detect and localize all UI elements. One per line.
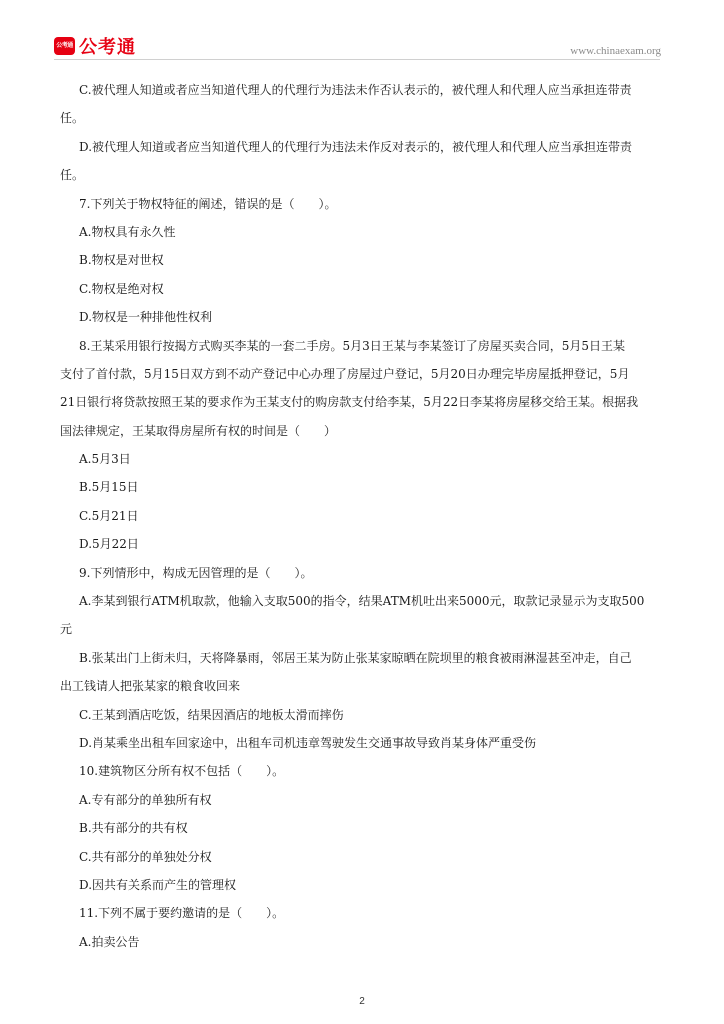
text-line: D.5月22日 <box>79 537 139 552</box>
text-line: A.5月3日 <box>79 452 131 467</box>
document-body <box>60 76 660 956</box>
text-line: 任。 <box>60 168 85 183</box>
text-line: C.被代理人知道或者应当知道代理人的代理行为违法未作否认表示的，被代理人和代理人应当承担连带责 <box>79 83 632 97</box>
text-line: 10.建筑物区分所有权不包括（ ）。 <box>79 764 285 779</box>
text-line: 7.下列关于物权特征的阐述，错误的是（ ）。 <box>79 196 337 211</box>
text-line: 11.下列不属于要约邀请的是（ ）。 <box>79 906 285 921</box>
text-line: B.张某出门上街未归，天将降暴雨，邻居王某为防止张某家晾晒在院坝里的粮食被雨淋湿甚至冲走，自己 <box>79 650 632 665</box>
text-line: D.因共有关系而产生的管理权 <box>79 877 237 892</box>
text-line: D.被代理人知道或者应当知道代理人的代理行为违法未作反对表示的，被代理人和代理人应当承担连带责 <box>79 139 633 154</box>
site-url: www.chinaexam.org <box>570 45 661 57</box>
text-line: B.5月15日 <box>79 480 139 495</box>
page-header <box>0 0 724 62</box>
text-line: 元 <box>60 622 73 637</box>
page-number: 2 <box>359 996 365 1007</box>
text-line: A.物权具有永久性 <box>79 224 176 239</box>
text-line: D.肖某乘坐出租车回家途中，出租车司机违章驾驶发生交通事故导致肖某身体严重受伤 <box>79 735 537 750</box>
text-line: C.王某到酒店吃饭，结果因酒店的地板太滑而摔伤 <box>79 707 344 722</box>
text-line: C.物权是绝对权 <box>79 281 164 296</box>
logo-badge-icon: 公考通 <box>54 37 75 55</box>
text-line: A.专有部分的单独所有权 <box>79 792 212 807</box>
text-line: A.拍卖公告 <box>79 934 140 949</box>
brand-logo <box>54 33 136 59</box>
header-divider <box>54 59 660 60</box>
text-line: D.物权是一种排他性权利 <box>79 310 213 325</box>
text-line: C.5月21日 <box>79 508 139 523</box>
text-line: 9.下列情形中，构成无因管理的是（ ）。 <box>79 565 313 580</box>
text-line: B.物权是对世权 <box>79 253 164 268</box>
text-line: C.共有部分的单独处分权 <box>79 849 212 864</box>
text-line: 21日银行将贷款按照王某的要求作为王某支付的购房款支付给李某，5月22日李某将房屋移交给王某。根据我 <box>60 395 639 410</box>
text-line: 支付了首付款，5月15日双方到不动产登记中心办理了房屋过户登记，5月20日办理完毕房屋抵押登记，5月 <box>60 366 630 381</box>
text-line: 任。 <box>60 111 85 126</box>
text-line: 国法律规定，王某取得房屋所有权的时间是（ ） <box>60 423 337 438</box>
logo-text: 公考通 <box>79 37 136 58</box>
text-line: A.李某到银行ATM机取款，他输入支取500的指令，结果ATM机吐出来5000元，取款记录显示为支取500 <box>79 594 645 609</box>
text-line: 8.王某采用银行按揭方式购买李某的一套二手房。5月3日王某与李某签订了房屋买卖合同，5月5日王某 <box>79 338 625 353</box>
text-line: 出工钱请人把张某家的粮食收回来 <box>60 679 241 694</box>
text-line: B.共有部分的共有权 <box>79 821 188 836</box>
